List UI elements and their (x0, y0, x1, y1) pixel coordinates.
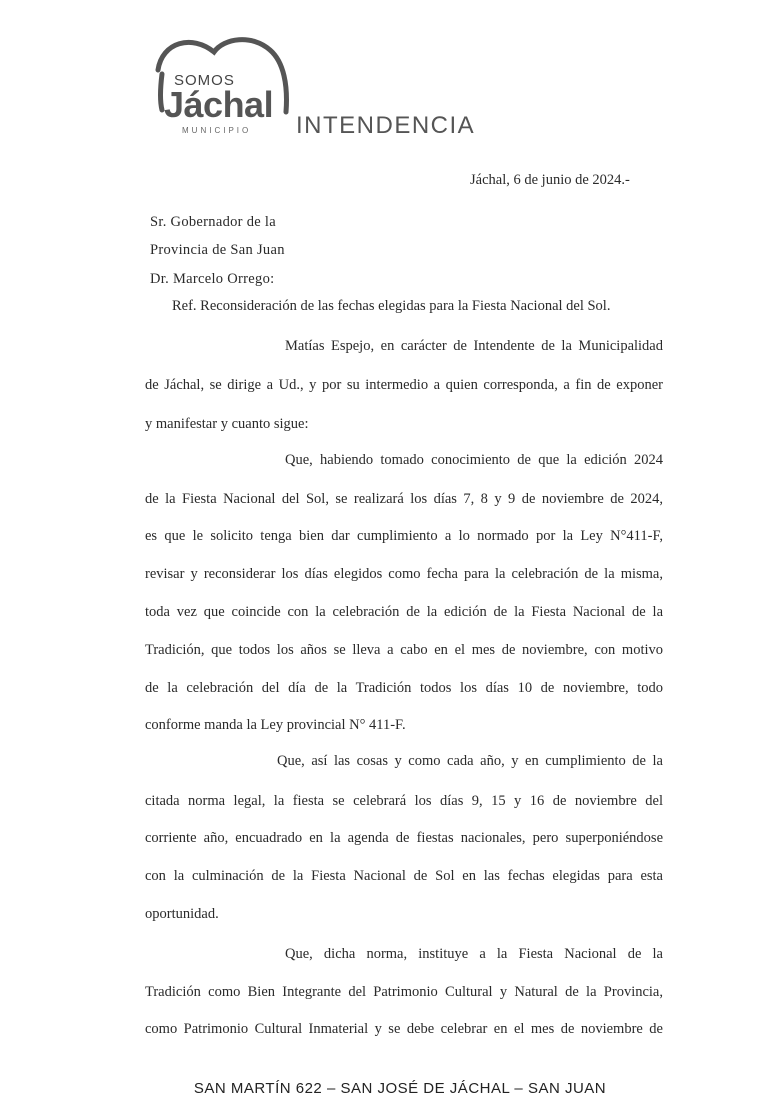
body-line: como Patrimonio Cultural Inmaterial y se debe celebrar en el mes de noviembre de (145, 1021, 663, 1037)
body-line: Que, dicha norma, instituye a la Fiesta Nacional de la (285, 946, 663, 962)
body-line: de Jáchal, se dirige a Ud., y por su intermedio a quien corresponda, a fin de exponer (145, 377, 663, 393)
body-line: conforme manda la Ley provincial N° 411-F. (145, 717, 406, 733)
logo-jachal-text: Jáchal (164, 84, 274, 125)
body-line: con la culminación de la Fiesta Nacional de Sol en las fechas elegidas para esta (145, 868, 663, 884)
office-title: INTENDENCIA (296, 112, 476, 139)
body-line: Tradición, que todos los años se lleva a cabo en el mes de noviembre, con motivo (145, 642, 663, 658)
logo-somos-text: SOMOS (174, 72, 235, 89)
body-line: de la Fiesta Nacional del Sol, se realizará los días 7, 8 y 9 de noviembre de 2024, (145, 491, 663, 507)
municipality-logo (152, 30, 297, 140)
body-line: revisar y reconsiderar los días elegidos como fecha para la celebración de la misma, (145, 566, 663, 582)
body-line: de la celebración del día de la Tradición todos los días 10 de noviembre, todo (145, 680, 663, 696)
footer-address: SAN MARTÍN 622 – SAN JOSÉ DE JÁCHAL – SAN JUAN (193, 1080, 607, 1097)
body-line: corriente año, encuadrado en la agenda de fiestas nacionales, pero superponiéndose (145, 830, 663, 846)
body-line: Que, así las cosas y como cada año, y en cumplimiento de la (277, 753, 663, 769)
logo-municipio-text: MUNICIPIO (182, 126, 252, 135)
recipient-line: Sr. Gobernador de la (150, 214, 276, 230)
body-line: Que, habiendo tomado conocimiento de que la edición 2024 (285, 452, 663, 468)
body-line: oportunidad. (145, 906, 219, 922)
body-line: Matías Espejo, en carácter de Intendente de la Municipalidad (285, 338, 663, 354)
body-line: es que le solicito tenga bien dar cumplimiento a lo normado por la Ley N°411-F, (145, 528, 663, 544)
body-line: Tradición como Bien Integrante del Patrimonio Cultural y Natural de la Provincia, (145, 984, 663, 1000)
reference-line: Ref. Reconsideración de las fechas elegidas para la Fiesta Nacional del Sol. (172, 298, 611, 314)
recipient-line: Provincia de San Juan (150, 242, 285, 258)
letter-date: Jáchal, 6 de junio de 2024.- (470, 172, 630, 188)
body-line: toda vez que coincide con la celebración de la edición de la Fiesta Nacional de la (145, 604, 663, 620)
recipient-line: Dr. Marcelo Orrego: (150, 271, 275, 287)
body-line: citada norma legal, la fiesta se celebrará los días 9, 15 y 16 de noviembre del (145, 793, 663, 809)
body-line: y manifestar y cuanto sigue: (145, 416, 309, 432)
